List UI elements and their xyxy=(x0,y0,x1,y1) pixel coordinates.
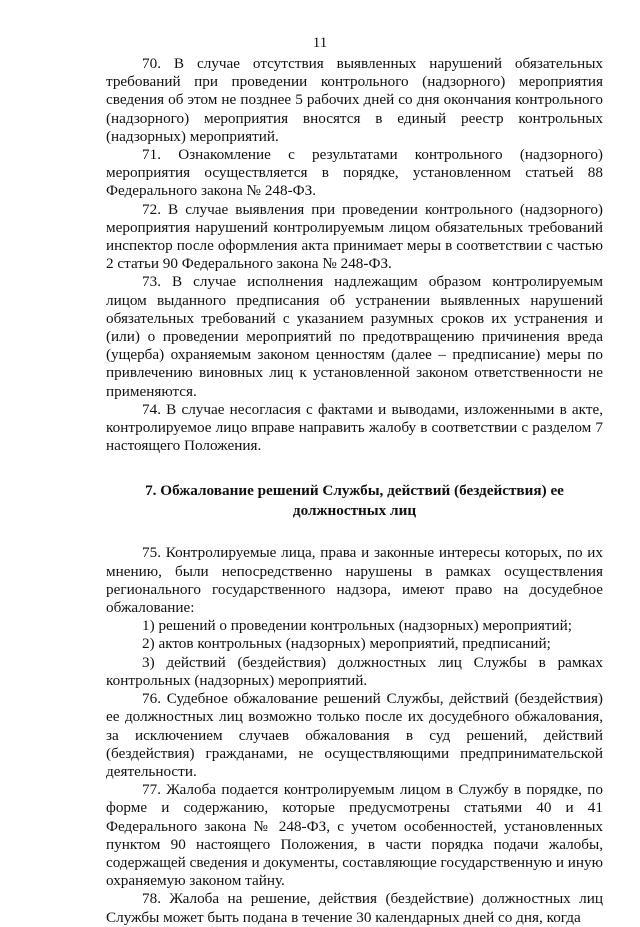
paragraph-70: 70. В случае отсутствия выявленных нарушений обязательных требований при проведении контрольного (надзорного) мероприятия сведения об этом не позднее 5 рабочих дней со дня окончания контрольного (надзорного) мероприятия вносятся в единый реестр контрольных (надзорных) мероприятий. xyxy=(106,55,603,145)
page-number: 11 xyxy=(312,35,328,51)
section-heading-line-2: должностных лиц xyxy=(292,502,417,520)
paragraph-72: 72. В случае выявления при проведении контрольного (надзорного) мероприятия нарушений контролируемым лицом обязательных требований инспектор после оформления акта принимает меры в соответствии с частью 2 статьи 90 Федерального закона № 248-ФЗ. xyxy=(106,200,603,273)
section-heading-line-1: 7. Обжалование решений Службы, действий (бездействия) ее xyxy=(145,482,564,500)
paragraph-77: 77. Жалоба подается контролируемым лицом в Службу в порядке, по форме и содержанию, которые предусмотрены статьями 40 и 41 Федерального закона № 248-ФЗ, с учетом особенностей, установленных пунктом 90 настоящего Положения, в части порядка подачи жалобы, содержащей сведения и документы, составляющие государственную и иную охраняемую законом тайну. xyxy=(106,781,603,890)
paragraph-73: 73. В случае исполнения надлежащим образом контролируемым лицом выданного предписания об устранении выявленных нарушений обязательных требований с указанием разумных сроков их устранения и (или) о проведении мероприятий по предотвращению причинения вреда (ущерба) охраняемым законом ценностям (далее – предписание) меры по привлечению виновных лиц к установленной законом ответственности не применяются. xyxy=(106,273,603,400)
paragraph-78: 78. Жалоба на решение, действия (бездействие) должностных лиц Службы может быть подана в течение 30 календарных дней со дня, когда xyxy=(106,890,603,926)
list-item-3: 3) действий (бездействия) должностных лиц Службы в рамках контрольных (надзорных) мероприятий. xyxy=(106,653,603,689)
paragraph-74: 74. В случае несогласия с фактами и выводами, изложенными в акте, контролируемое лицо вправе направить жалобу в соответствии с разделом 7 настоящего Положения. xyxy=(106,400,603,455)
document-body xyxy=(106,55,603,927)
list-item-2: 2) актов контрольных (надзорных) мероприятий, предписаний; xyxy=(142,635,551,653)
list-item-1: 1) решений о проведении контрольных (надзорных) мероприятий; xyxy=(142,617,572,635)
section-heading xyxy=(106,481,603,521)
paragraph-71: 71. Ознакомление с результатами контрольного (надзорного) мероприятия осуществляется в порядке, установленном статьей 88 Федерального закона № 248-ФЗ. xyxy=(106,146,603,200)
paragraph-75: 75. Контролируемые лица, права и законные интересы которых, по их мнению, были непосредственно нарушены в рамках осуществления регионального государственного надзора, имеют право на досудебное обжалование: xyxy=(106,544,603,617)
paragraph-76: 76. Судебное обжалование решений Службы, действий (бездействия) ее должностных лиц возможно только после их досудебного обжалования, за исключением случаев обжалования в суд решений, действий (бездействия) гражданами, не осуществляющими предпринимательской деятельности. xyxy=(106,690,603,780)
